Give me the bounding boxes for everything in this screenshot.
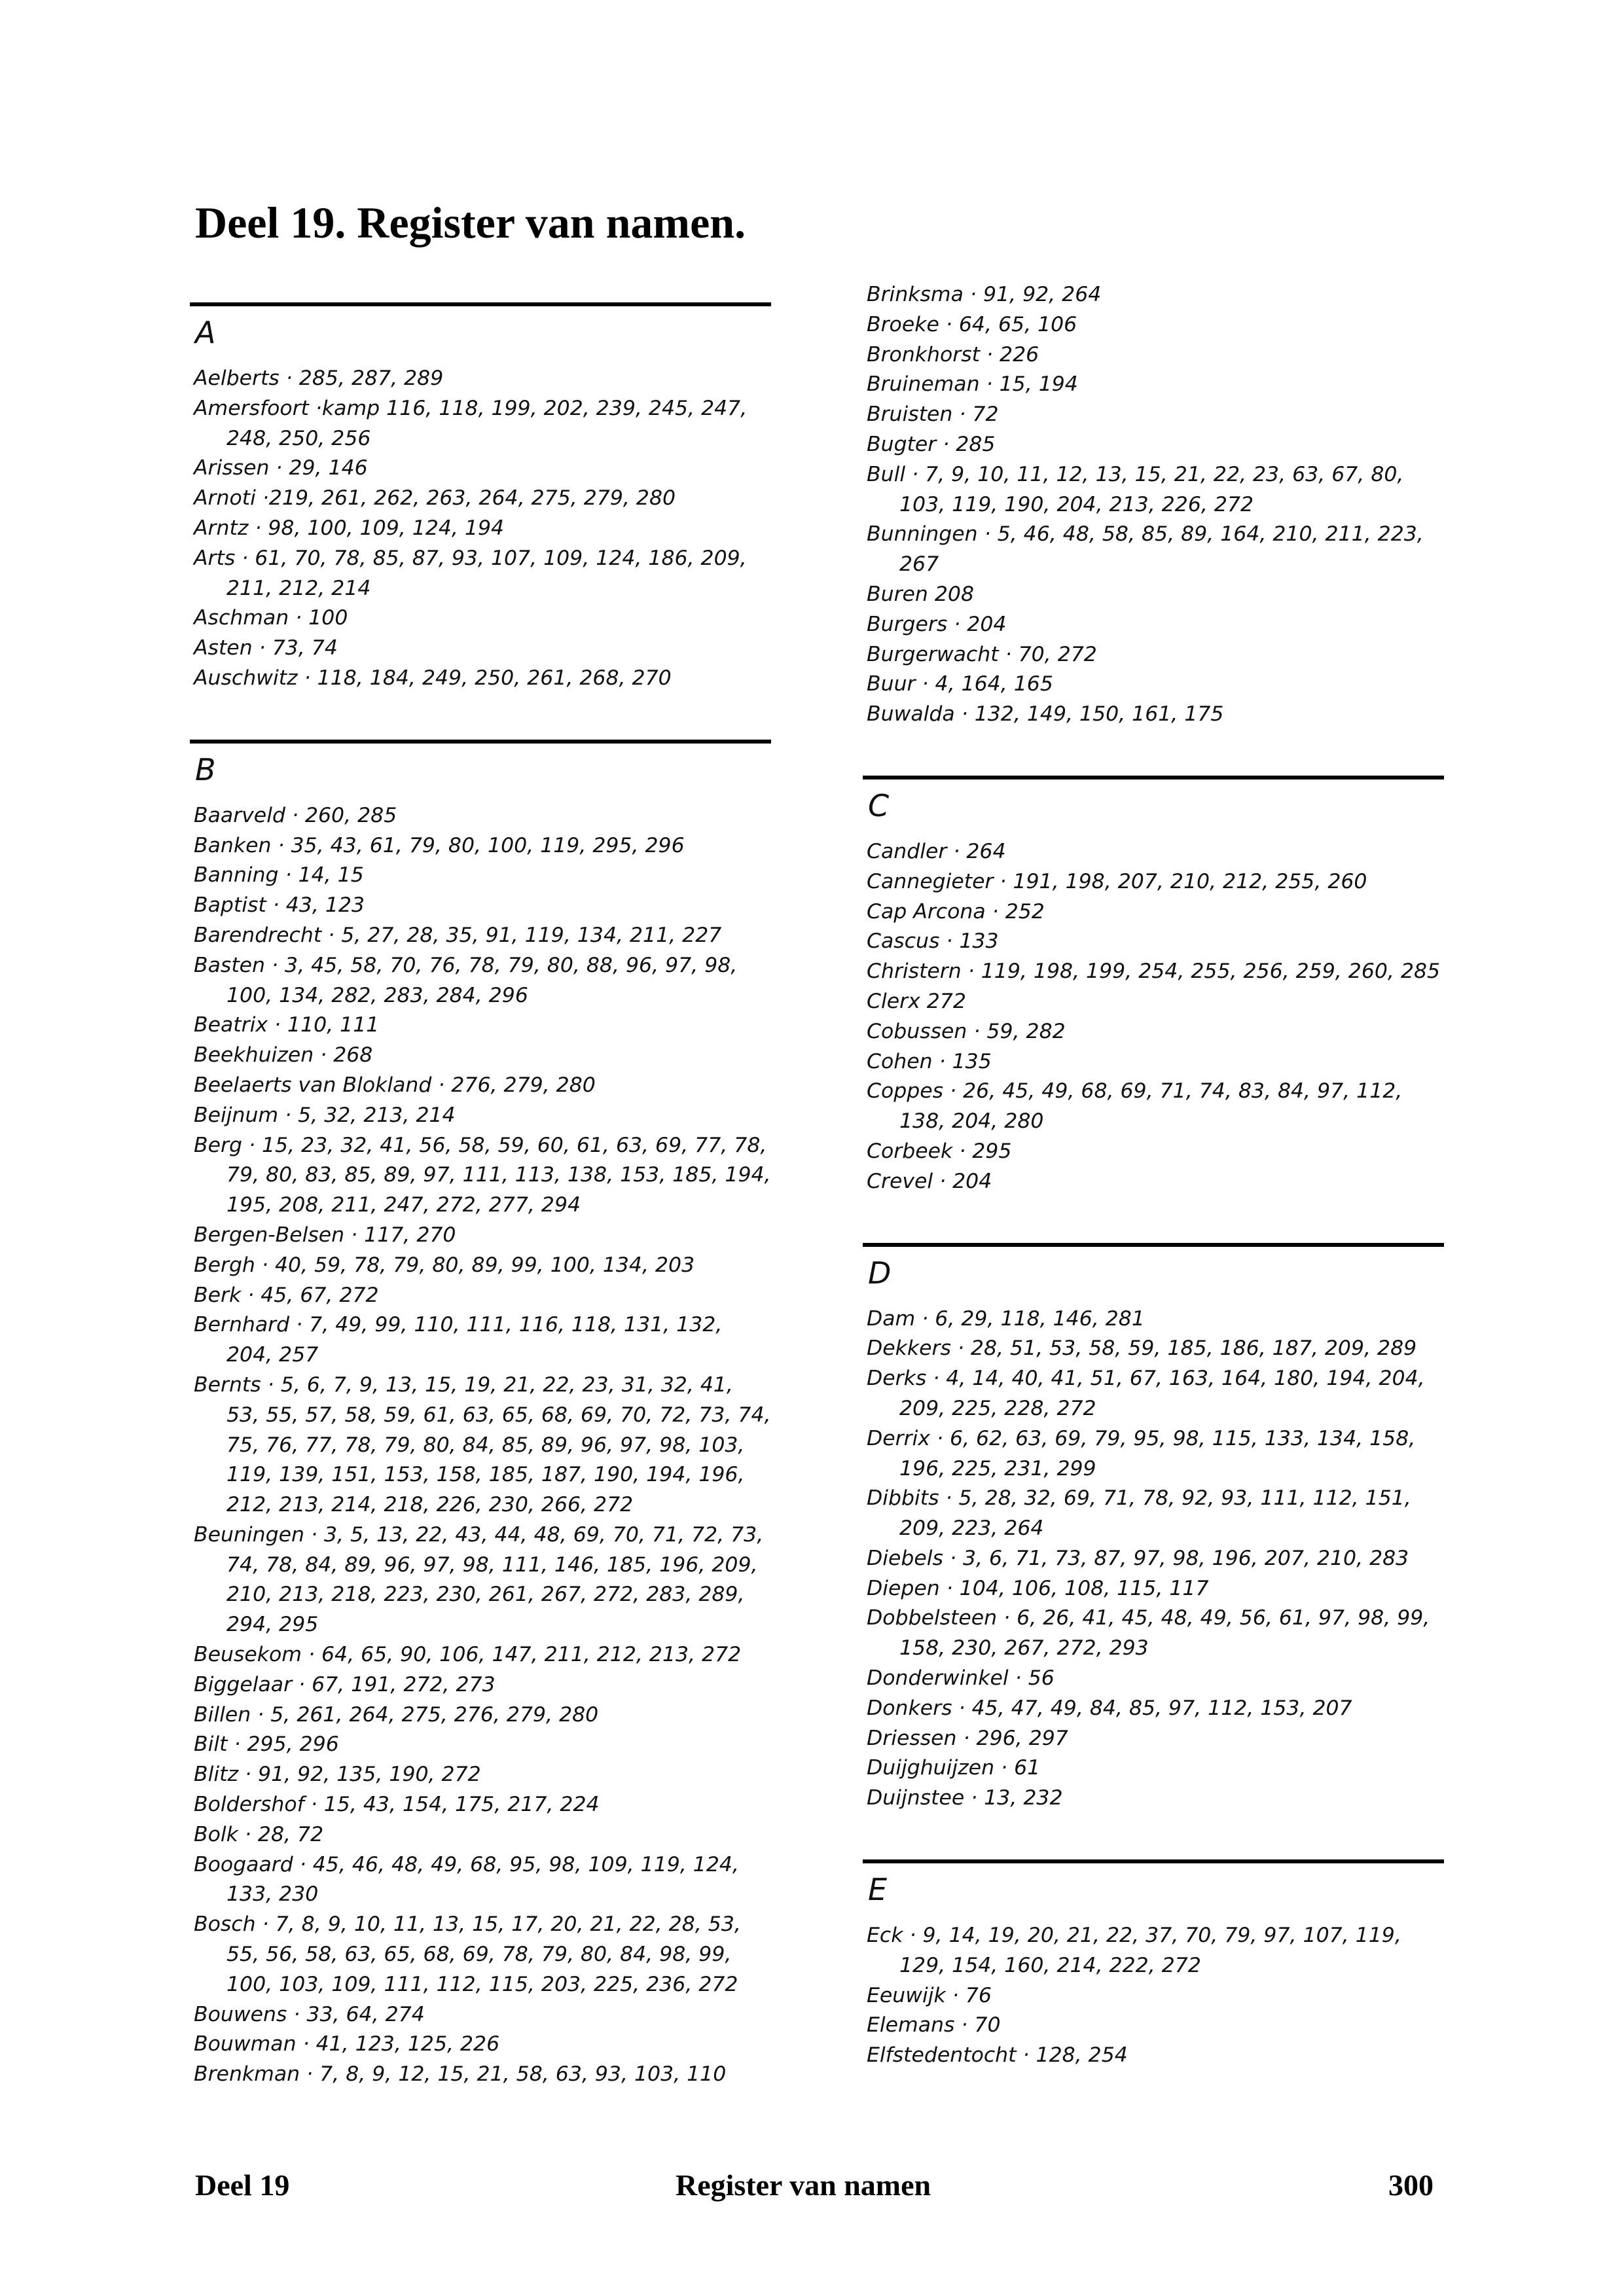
index-entry: Bernhard · 7, 49, 99, 110, 111, 116, 118, 131, 132, 204, 257 xyxy=(194,1313,723,1367)
index-entry: Barendrecht · 5, 27, 28, 35, 91, 119, 134, 211, 227 xyxy=(194,923,722,947)
entry-list xyxy=(863,1921,1444,2071)
section-a xyxy=(190,302,771,694)
index-entry: Arnoti ·219, 261, 262, 263, 264, 275, 279, 280 xyxy=(194,486,676,511)
index-entry: Diebels · 3, 6, 71, 73, 87, 97, 98, 196, 207, 210, 283 xyxy=(867,1546,1409,1570)
index-entry: Bernts · 5, 6, 7, 9, 13, 15, 19, 21, 22, 23, 31, 32, 41, 53, 55, 57, 58, 59, 61, 63, 65, 68, 69, 70, 72, 73, 74, 75, 76, 77, 78, 79, 80, 84, 85, 89, 96, 97, 98, 103, 119, 139, 151, 153, 158, 185, 187, 190, 194, 196, 212, 213, 214, 218, 226, 230, 266, 272 xyxy=(194,1372,771,1517)
index-entry: Beijnum · 5, 32, 213, 214 xyxy=(194,1103,456,1127)
index-entry: Beelaerts van Blokland · 276, 279, 280 xyxy=(194,1073,596,1097)
right-column xyxy=(863,280,1444,2117)
section-rule xyxy=(190,740,771,744)
page-number: 300 xyxy=(1388,2168,1434,2202)
index-entry: Broeke · 64, 65, 106 xyxy=(867,312,1077,336)
index-entry: Arissen · 29, 146 xyxy=(194,456,368,480)
index-entry: Beuningen · 3, 5, 13, 22, 43, 44, 48, 69, 70, 71, 72, 73, 74, 78, 84, 89, 96, 97, 98, 111, 146, 185, 196, 209, 210, 213, 218, 223, 230, 261, 267, 272, 283, 289, 294, 295 xyxy=(194,1522,764,1637)
index-entry: Burgerwacht · 70, 272 xyxy=(867,642,1097,666)
section-b xyxy=(190,740,771,2090)
section-d xyxy=(863,1243,1444,1814)
index-entry: Arntz · 98, 100, 109, 124, 194 xyxy=(194,516,505,540)
index-entry: Dobbelsteen · 6, 26, 41, 45, 48, 49, 56, 61, 97, 98, 99, 158, 230, 267, 272, 293 xyxy=(867,1606,1430,1660)
index-entry: Beusekom · 64, 65, 90, 106, 147, 211, 212, 213, 272 xyxy=(194,1643,742,1667)
section-e xyxy=(863,1859,1444,2071)
index-entry: Auschwitz · 118, 184, 249, 250, 261, 268, 270 xyxy=(194,666,672,690)
index-entry: Donkers · 45, 47, 49, 84, 85, 97, 112, 153, 207 xyxy=(867,1696,1352,1720)
index-entry: Crevel · 204 xyxy=(867,1169,992,1193)
index-entry: Duijghuijzen · 61 xyxy=(867,1756,1041,1780)
index-entry: Beatrix · 110, 111 xyxy=(194,1013,380,1037)
index-entry: Cap Arcona · 252 xyxy=(867,899,1045,924)
index-entry: Buur · 4, 164, 165 xyxy=(867,672,1053,696)
index-entry: Asten · 73, 74 xyxy=(194,636,338,660)
index-entry: Bolk · 28, 72 xyxy=(194,1822,324,1846)
index-entry: Bilt · 295, 296 xyxy=(194,1732,339,1757)
index-entry: Bugter · 285 xyxy=(867,432,996,456)
index-entry: Elfstedentocht · 128, 254 xyxy=(867,2043,1128,2068)
section-letter: B xyxy=(195,751,216,787)
index-entry: Cohen · 135 xyxy=(867,1049,992,1073)
section-letter: C xyxy=(868,787,890,823)
section-letter: D xyxy=(868,1255,892,1291)
index-entry: Blitz · 91, 92, 135, 190, 272 xyxy=(194,1763,481,1787)
index-entry: Bouwens · 33, 64, 274 xyxy=(194,2002,425,2026)
page-title: Deel 19. Register van namen. xyxy=(195,198,746,247)
index-entry: Derrix · 6, 62, 63, 69, 79, 95, 98, 115, 133, 134, 158, 196, 225, 231, 299 xyxy=(867,1426,1416,1480)
index-entry: Aelberts · 285, 287, 289 xyxy=(194,367,444,390)
index-entry: Bruisten · 72 xyxy=(867,403,999,427)
index-entry: Beekhuizen · 268 xyxy=(194,1043,373,1067)
section-rule xyxy=(190,302,771,306)
index-entry: Bouwman · 41, 123, 125, 226 xyxy=(194,2032,500,2056)
index-entry: Eck · 9, 14, 19, 20, 21, 22, 37, 70, 79, 97, 107, 119, 129, 154, 160, 214, 222, 272 xyxy=(867,1924,1401,1977)
section-rule xyxy=(863,1859,1444,1863)
index-entry: Amersfoort ·kamp 116, 118, 199, 202, 239, 245, 247, 248, 250, 256 xyxy=(194,396,748,450)
page-footer xyxy=(195,2162,1434,2208)
index-entry: Arts · 61, 70, 78, 85, 87, 93, 107, 109, 124, 186, 209, 211, 212, 214 xyxy=(194,546,747,600)
index-entry: Candler · 264 xyxy=(867,839,1006,863)
index-entry: Berk · 45, 67, 272 xyxy=(194,1283,379,1307)
index-entry: Cobussen · 59, 282 xyxy=(867,1019,1066,1043)
index-entry: Baarveld · 260, 285 xyxy=(194,803,397,827)
footer-part-label: Deel 19 xyxy=(195,2168,290,2202)
index-entry: Duijnstee · 13, 232 xyxy=(867,1786,1063,1810)
index-entry: Christern · 119, 198, 199, 254, 255, 256, 259, 260, 285 xyxy=(867,960,1441,984)
section-c xyxy=(863,776,1444,1197)
left-column xyxy=(190,302,771,2136)
section-rule xyxy=(863,776,1444,780)
index-entry: Bosch · 7, 8, 9, 10, 11, 13, 15, 17, 20, 21, 22, 28, 53, 55, 56, 58, 63, 65, 68, 69, 78, 79, 80, 84, 98, 99, 100, 103, 109, 111, 112, 115, 203, 225, 236, 272 xyxy=(194,1912,741,1996)
index-entry: Burgers · 204 xyxy=(867,612,1007,636)
index-entry: Biggelaar · 67, 191, 272, 273 xyxy=(194,1672,496,1696)
index-entry: Boldershof · 15, 43, 154, 175, 217, 224 xyxy=(194,1793,600,1817)
index-entry: Basten · 3, 45, 58, 70, 76, 78, 79, 80, 88, 96, 97, 98, 100, 134, 282, 283, 284, 296 xyxy=(194,953,738,1007)
index-entry: Banken · 35, 43, 61, 79, 80, 100, 119, 295, 296 xyxy=(194,833,685,857)
entry-list xyxy=(190,801,771,2090)
index-entry: Clerx 272 xyxy=(867,989,966,1013)
index-entry: Bunningen · 5, 46, 48, 58, 85, 89, 164, 210, 211, 223, 267 xyxy=(867,522,1424,577)
index-entry: Buren 208 xyxy=(867,582,975,606)
index-entry: Buwalda · 132, 149, 150, 161, 175 xyxy=(867,702,1224,726)
index-entry: Donderwinkel · 56 xyxy=(867,1666,1055,1691)
index-entry: Billen · 5, 261, 264, 275, 276, 279, 280 xyxy=(194,1702,599,1727)
index-entry: Bronkhorst · 226 xyxy=(867,342,1039,367)
index-entry: Bergh · 40, 59, 78, 79, 80, 89, 99, 100, 134, 203 xyxy=(194,1253,695,1277)
section-letter: E xyxy=(868,1872,888,1908)
section-letter: A xyxy=(195,315,216,350)
index-entry: Dam · 6, 29, 118, 146, 281 xyxy=(867,1306,1145,1331)
index-entry: Corbeek · 295 xyxy=(867,1139,1012,1163)
entry-list xyxy=(863,837,1444,1197)
index-entry: Aschman · 100 xyxy=(194,606,348,630)
index-entry: Baptist · 43, 123 xyxy=(194,893,365,918)
index-entry: Dekkers · 28, 51, 53, 58, 59, 185, 186, 187, 209, 289 xyxy=(867,1336,1417,1361)
index-entry: Brenkman · 7, 8, 9, 12, 15, 21, 58, 63, 93, 103, 110 xyxy=(194,2062,727,2087)
section-rule xyxy=(863,1243,1444,1247)
index-entry: Banning · 14, 15 xyxy=(194,863,364,888)
footer-section-title: Register van namen xyxy=(676,2168,931,2202)
index-entry: Dibbits · 5, 28, 32, 69, 71, 78, 92, 93, 111, 112, 151, 209, 223, 264 xyxy=(867,1486,1411,1541)
index-entry: Bruineman · 15, 194 xyxy=(867,372,1078,397)
index-entry: Coppes · 26, 45, 49, 68, 69, 71, 74, 83, 84, 97, 112, 138, 204, 280 xyxy=(867,1079,1403,1134)
index-entry: Boogaard · 45, 46, 48, 49, 68, 95, 98, 109, 119, 124, 133, 230 xyxy=(194,1852,739,1907)
index-entry: Derks · 4, 14, 40, 41, 51, 67, 163, 164, 180, 194, 204, 209, 225, 228, 272 xyxy=(867,1367,1425,1420)
index-entry: Eeuwijk · 76 xyxy=(867,1983,992,2007)
index-entry: Berg · 15, 23, 32, 41, 56, 58, 59, 60, 61, 63, 69, 77, 78, 79, 80, 83, 85, 89, 97, 111, 113, 138, 153, 185, 194, 195, 208, 211, 247, 272, 277, 294 xyxy=(194,1133,771,1217)
index-entry: Bergen-Belsen · 117, 270 xyxy=(194,1223,456,1247)
index-entry: Elemans · 70 xyxy=(867,2013,1001,2037)
entry-list xyxy=(863,280,1444,730)
entry-list xyxy=(190,364,771,694)
index-entry: Diepen · 104, 106, 108, 115, 117 xyxy=(867,1576,1209,1600)
index-entry: Driessen · 296, 297 xyxy=(867,1726,1068,1750)
index-entry: Bull · 7, 9, 10, 11, 12, 13, 15, 21, 22, 23, 63, 67, 80, 103, 119, 190, 204, 213, 226, 272 xyxy=(867,462,1404,516)
entry-list xyxy=(863,1304,1444,1814)
index-entry: Brinksma · 91, 92, 264 xyxy=(867,283,1102,306)
index-entry: Cascus · 133 xyxy=(867,929,999,954)
index-entry: Cannegieter · 191, 198, 207, 210, 212, 255, 260 xyxy=(867,869,1367,893)
